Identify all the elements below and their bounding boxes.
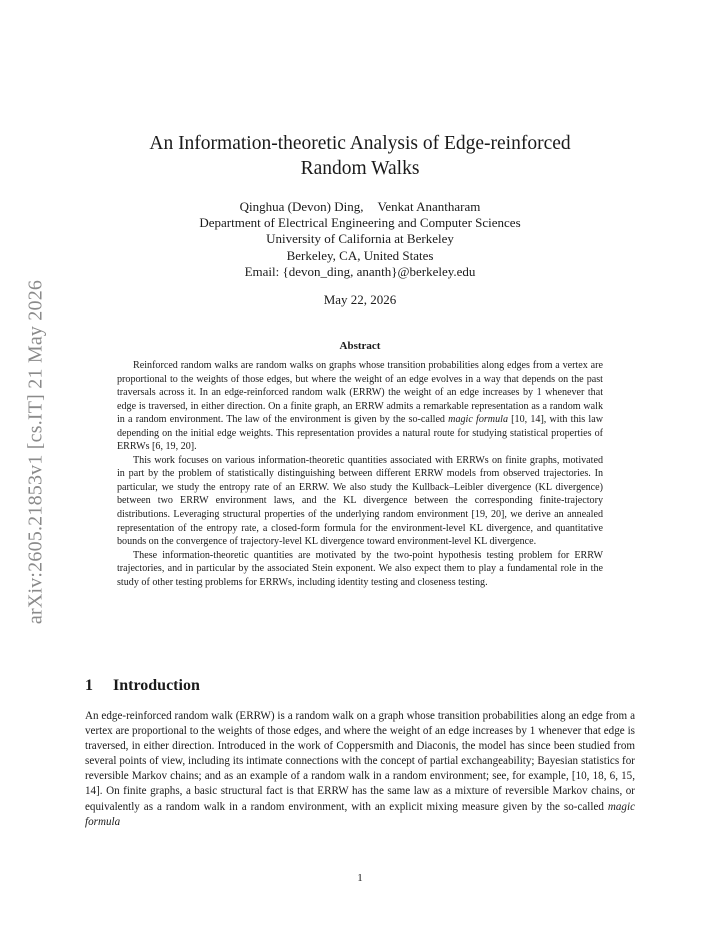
introduction-paragraph: An edge-reinforced random walk (ERRW) is a random walk on a graph whose transition probabilities along an edge from a vertex are proportional to the weights of those edges, and where the weight of an edge increases by 1 whenever that edge is traversed, in either direction. Introduced in the work of Coppersmith and Diaconis, the model has since been studied from several points of view, including its intimate connections with the concept of partial exchangeability; Bayesian statistics for reversible Markov chains; and as an example of a random walk in a random environment; see, for example, [10, 18, 6, 15, 14]. On finite graphs, a basic structural fact is that ERRW has the same law as a mixture of reversible Markov chains, or equivalently as a random walk in a random environment, with an explicit mixing measure given by the so-called magic formula — [85, 710, 635, 828]
author-2: Venkat Anantharam — [377, 199, 481, 214]
abstract-paragraph-3: These information-theoretic quantities are motivated by the two-point hypothesis testing problem for ERRW trajectories, and in particular by the associated Stein exponent. We also expect them to play a fundamental role in the study of other testing problems for ERRWs, including identity testing and closeness testing. — [117, 549, 603, 588]
title-line-1: An Information-theoretic Analysis of Edge-reinforced — [149, 133, 571, 154]
arxiv-identifier-stamp[interactable]: arXiv:2605.21853v1 [cs.IT] 21 May 2026 — [24, 279, 47, 625]
author-email: Email: {devon_ding, ananth}@berkeley.edu — [244, 263, 476, 279]
magic-formula-term: magic formula — [85, 800, 635, 828]
page-number: 1 — [357, 872, 363, 884]
abstract-paragraph-1: Reinforced random walks are random walks on graphs whose transition probabilities along edges from a vertex are proportional to the weights of those edges, but where the weight of an edge evolves in a way that depends on the past traversals across it. In an edge-reinforced random walk (ERRW) the weight of an edge increases by 1 whenever that edge is traversed, in either direction. On a finite graph, an ERRW admits a remarkable representation as a random walk in a random environment. The law of the environment is given by the so-called magic formula [10, 14], with this law depending on the initial edge weights. This representation provides a natural route for studying statistical properties of ERRWs [6, 19, 20]. — [117, 360, 603, 453]
title-line-2: Random Walks — [300, 158, 420, 179]
abstract-body — [117, 359, 603, 589]
author-location: Berkeley, CA, United States — [286, 247, 434, 263]
author-block — [110, 199, 610, 280]
paper-date: May 22, 2026 — [323, 292, 397, 307]
paper-title — [110, 131, 610, 181]
introduction-body — [85, 709, 635, 830]
section-title: Introduction — [113, 677, 200, 694]
section-number: 1 — [85, 677, 93, 694]
abstract-heading: Abstract — [339, 340, 381, 352]
section-heading-introduction — [85, 677, 200, 695]
author-university: University of California at Berkeley — [266, 231, 454, 247]
magic-formula-term: magic formula — [448, 414, 508, 426]
abstract-paragraph-2: This work focuses on various information-theoretic quantities associated with ERRWs on finite graphs, motivated in part by the problem of statistically distinguishing between different ERRW models from observed trajectories. In particular, we study the entropy rate of an ERRW. We also study the Kullback–Leibler divergence (KL divergence) between two ERRW environment laws, and the KL divergence between the corresponding finite-trajectory distributions. Leveraging structural properties of the underlying random environment [19, 20], we derive an annealed representation of the entropy rate, a closed-form formula for the environment-level KL divergence, and quantitative bounds on the convergence of trajectory-level KL divergence toward environment-level KL divergence. — [117, 454, 603, 548]
author-1: Qinghua (Devon) Ding, — [239, 199, 364, 214]
author-names — [110, 199, 610, 215]
author-department: Department of Electrical Engineering and Computer Sciences — [199, 215, 521, 231]
